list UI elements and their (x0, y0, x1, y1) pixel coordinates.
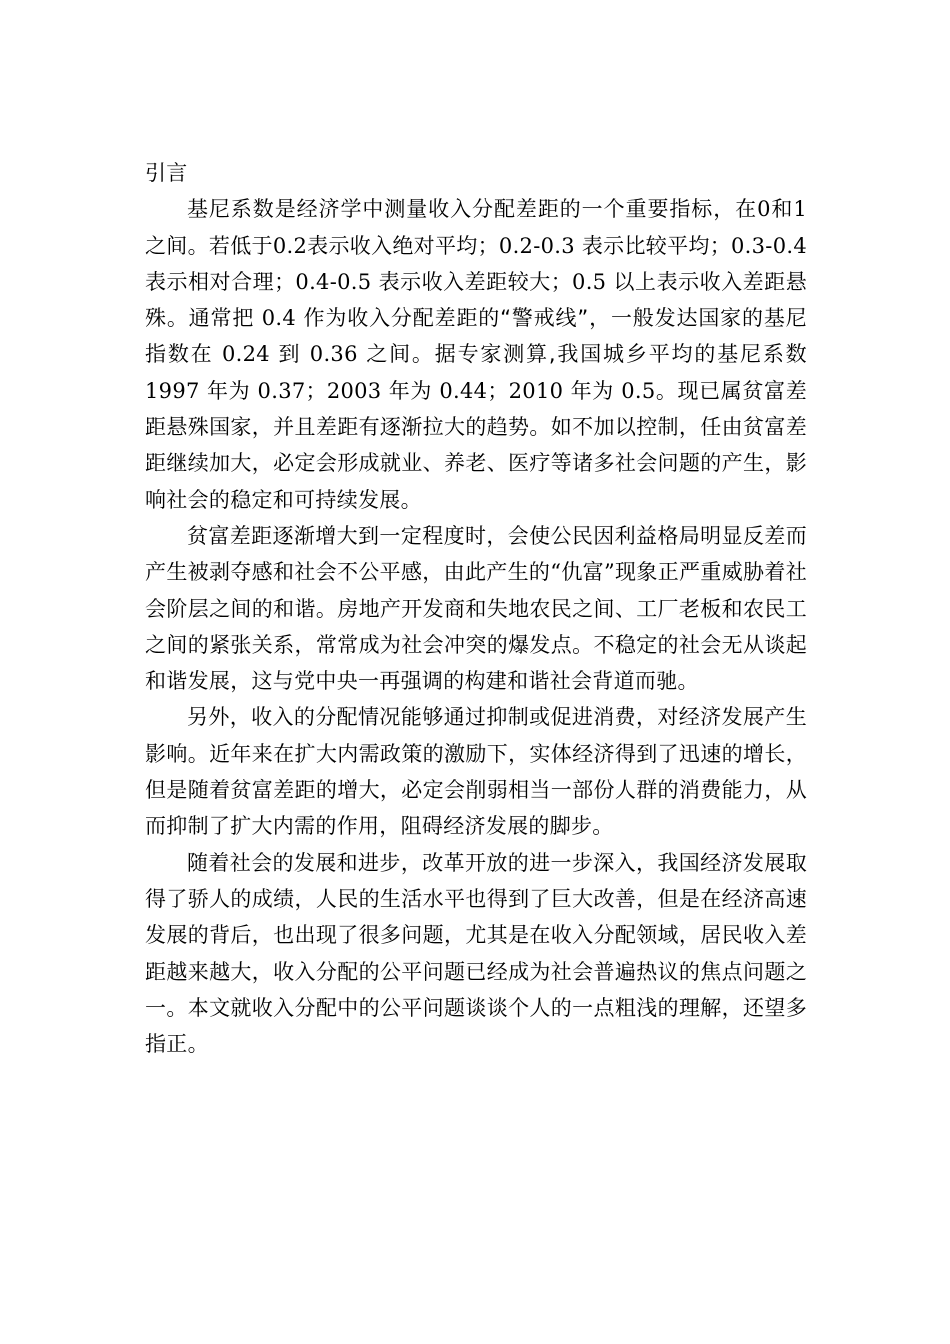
text-run: 表示收入绝对平均； (307, 233, 499, 258)
text-run: 1 (793, 197, 807, 222)
text-run: 以上表示收入差 (613, 269, 765, 294)
text-run: 和 (770, 197, 794, 222)
text-run: 我国城乡平均的基尼系数 1997 年为 0.37；2003 年为 0.44；2010 年为 0.5 (145, 342, 807, 403)
paragraph-purpose: 随着社会的发展和进步，改革开放的进一步深入，我国经济发展取得了骄人的成绩，人民的生活水平也得到了巨大改善，但是在经济高速发展的背后，也出现了很多问题，尤其是在收入分配领域，居民收入差距越来越大，收入分配的公平问题已经成为社会普遍热议的焦点问题之一。本文就收入分配中的公平问题谈谈个人的一点粗浅的理解，还望多指正。 (145, 850, 807, 1057)
text-run: 基尼指数在 0.24 (145, 306, 807, 367)
document-body (145, 155, 807, 1062)
text-run: 。现已属贫富差距悬 (145, 378, 807, 440)
text-run: 0.36 (301, 342, 367, 367)
text-run: 0 (757, 197, 771, 222)
text-run: 影响社会的稳定和可持续发展。 (145, 451, 807, 512)
text-run: 0.2 (272, 233, 308, 258)
paragraph-consumption: 另外，收入的分配情况能够通过抑制或促进消费，对经济发展产生影响。近年来在扩大内需政策的激励下，实体经济得到了迅速的增长，但是随着贫富差距的增大，必定会削弱相当一部份人群的消费能力，从而抑制了扩大内需的作用，阻碍经济发展的脚步。 (145, 705, 807, 839)
paragraph-gini-intro (145, 191, 807, 518)
section-heading: 引言 (145, 161, 188, 185)
text-run: 殊国家，并且差距有逐渐拉大的趋势。如不加以控制，任由贫富差距继续加大，必定会形成就业、养老、医疗等诸多社会问题的产生， (145, 415, 807, 476)
text-run: 之间。若低于 (145, 233, 273, 258)
text-run: 到 (278, 342, 302, 367)
text-run: 基尼系数是经济学中测量收入分配差距的一个重要指标，在 (187, 197, 758, 222)
paragraph-wealth-gap: 贫富差距逐渐增大到一定程度时，会使公民因利益格局明显反差而产生被剥夺感和社会不公平感，由此产生的“仇富”现象正严重威胁着社会阶层之间的和谐。房地产开发商和失地农民之间、工厂老板和农民工之间的紧张关系，常常成为社会冲突的爆发点。不稳定的社会无从谈起和谐发展，这与党中央一再强调的构建和谐社会背道而驰。 (145, 523, 807, 694)
text-run: 之间。据专家测算, (366, 342, 556, 367)
text-run: 作为收入分配差距的“警戒线”，一般发达国家的 (303, 306, 764, 331)
text-run: 距悬殊。通常把 0.4 (145, 269, 807, 331)
text-run: 0.2-0.3 表示比较平均；0.3-0.4 表示相对合理；0.4-0.5 表示收入差距较大；0.5 (145, 233, 807, 294)
